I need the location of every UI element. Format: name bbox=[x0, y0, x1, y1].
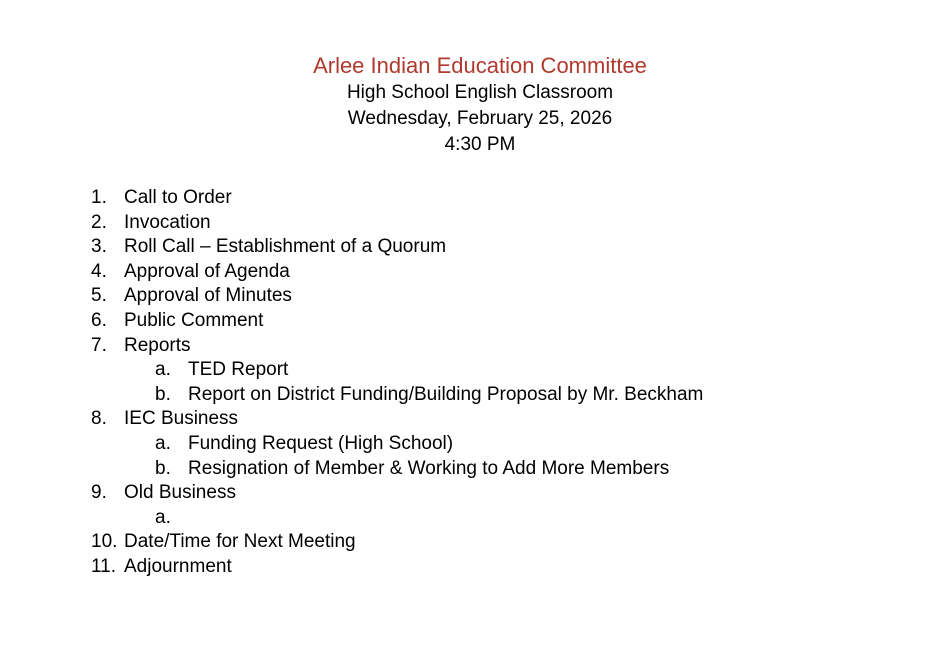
agenda-subitem bbox=[91, 506, 703, 531]
meeting-date: Wednesday, February 25, 2026 bbox=[347, 108, 613, 129]
meeting-location: High School English Classroom bbox=[346, 82, 614, 103]
agenda-subitem-letter: a. bbox=[155, 506, 171, 528]
agenda-item-label: Roll Call – Establishment of a Quorum bbox=[124, 236, 447, 258]
agenda-subitem-label: Funding Request (High School) bbox=[188, 432, 454, 454]
agenda-item-number: 4. bbox=[91, 260, 107, 282]
agenda-subitem-label: Resignation of Member & Working to Add More Members bbox=[188, 457, 670, 479]
agenda-item-number: 8. bbox=[91, 408, 107, 430]
agenda-item bbox=[91, 407, 703, 432]
agenda-item bbox=[91, 284, 703, 309]
agenda-item-number: 10. bbox=[91, 531, 118, 553]
agenda-subitem bbox=[91, 383, 703, 408]
agenda-subitem-letter: b. bbox=[155, 383, 171, 405]
agenda-item-label: Old Business bbox=[124, 482, 236, 504]
agenda-item-label: IEC Business bbox=[124, 408, 239, 430]
agenda-item bbox=[91, 555, 703, 580]
agenda-item-number: 3. bbox=[91, 236, 107, 258]
agenda-item-number: 5. bbox=[91, 285, 107, 307]
agenda-subitem-letter: a. bbox=[155, 432, 171, 454]
agenda-item bbox=[91, 334, 703, 359]
agenda-subitem bbox=[91, 457, 703, 482]
agenda-subitem-letter: b. bbox=[155, 457, 171, 479]
agenda-item-number: 2. bbox=[91, 211, 107, 233]
agenda-item-label: Public Comment bbox=[124, 309, 264, 331]
agenda-item bbox=[91, 260, 703, 285]
agenda-item-label: Adjournment bbox=[124, 555, 232, 577]
agenda-item bbox=[91, 186, 703, 211]
agenda-item bbox=[91, 481, 703, 506]
agenda-subitem-label: Report on District Funding/Building Proposal by Mr. Beckham bbox=[188, 383, 704, 405]
agenda-item-label: Approval of Minutes bbox=[124, 285, 292, 307]
agenda-item-number: 1. bbox=[91, 187, 107, 208]
agenda-item-number: 9. bbox=[91, 482, 107, 504]
agenda-item-number: 7. bbox=[91, 334, 107, 356]
agenda-subitem bbox=[91, 358, 703, 383]
agenda-item-label: Approval of Agenda bbox=[124, 260, 290, 282]
agenda-item-label: Reports bbox=[124, 334, 191, 356]
agenda-item bbox=[91, 530, 703, 555]
agenda-item-number: 11. bbox=[91, 555, 117, 577]
agenda-header bbox=[0, 52, 949, 158]
agenda-item bbox=[91, 309, 703, 334]
agenda-item bbox=[91, 211, 703, 236]
agenda-item-label: Invocation bbox=[124, 211, 211, 233]
agenda-item-label: Call to Order bbox=[124, 187, 232, 208]
meeting-time: 4:30 PM bbox=[444, 134, 516, 155]
agenda-item-label: Date/Time for Next Meeting bbox=[124, 531, 356, 553]
agenda-subitem-letter: a. bbox=[155, 359, 171, 381]
agenda-subitem-label: TED Report bbox=[188, 359, 289, 381]
agenda-item-number: 6. bbox=[91, 309, 107, 331]
committee-title: Arlee Indian Education Committee bbox=[313, 53, 647, 78]
agenda-subitem bbox=[91, 432, 703, 457]
agenda-list bbox=[91, 186, 703, 580]
agenda-item bbox=[91, 235, 703, 260]
